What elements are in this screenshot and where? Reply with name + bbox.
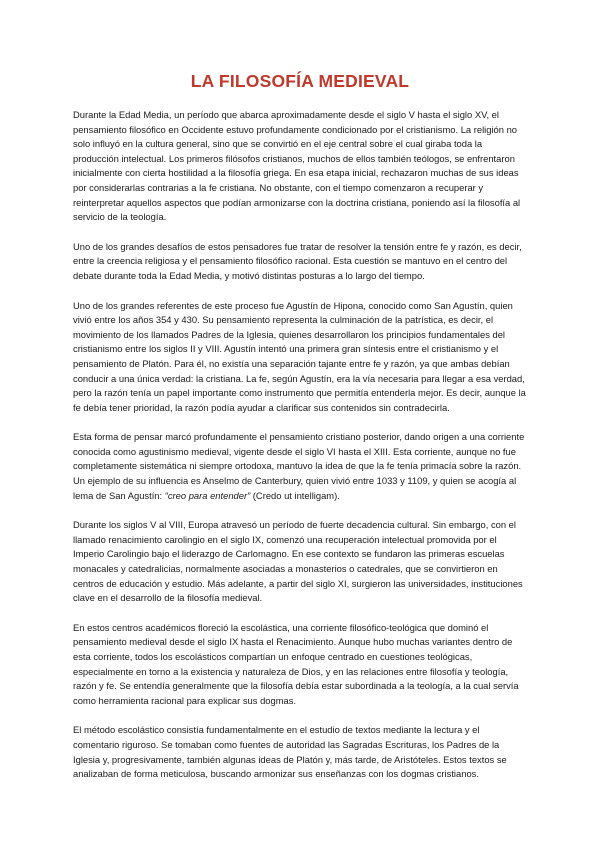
paragraph-7: El método escolástico consistía fundamentalmente en el estudio de textos mediante la lectura y el comentario riguroso. Se tomaban como fuentes de autoridad las Sagradas Escrituras, los Padres de la Iglesia y, progresivamente, también algunas ideas de Platón y, más tarde, de Aristóteles. Estos textos se analizaban de forma meticulosa, buscando armonizar sus enseñanzas con los dogmas cristianos.	[73, 724, 507, 780]
paragraph-4-quote: “creo para entender”	[164, 489, 251, 501]
paragraph-6: En estos centros académicos floreció la escolástica, una corriente filosófico-teológica que dominó el pensamiento medieval desde el siglo IX hasta el Renacimiento. Aunque hubo muchas variantes dentro de esta corriente, todos los escolásticos compartían un enfoque centrado en cuestiones teológicas, especialmente en torno a la existencia y naturaleza de Dios, y en las relaciones entre filosofía y teología, razón y fe. Se entendía generalmente que la filosofía debía estar subordinada a la teología, a la cual servía como herramienta racional para explicar sus dogmas.	[73, 621, 519, 706]
paragraph-4-tail: (Credo ut intelligam).	[250, 489, 340, 501]
paragraph-1: Durante la Edad Media, un período que abarca aproximadamente desde el siglo V hasta el siglo XV, el pensamiento filosófico en Occidente estuvo profundamente condicionado por el cristianismo. La religión no solo influyó en la cultura general, sino que se convirtió en el eje central sobre el cual giraba toda la producción intelectual. Los primeros filósofos cristianos, muchos de ellos también teólogos, se enfrentaron inicialmente con cierta hostilidad a la filosofía griega. En esa etapa inicial, rechazaron muchas de sus ideas por considerarlas contrarias a la fe cristiana. No obstante, con el tiempo comenzaron a recuperar y reinterpretar aquellos aspectos que podían armonizarse con la doctrina cristiana, poniendo así la filosofía al servicio de la teología.	[73, 109, 521, 223]
paragraph-3: Uno de los grandes referentes de este proceso fue Agustín de Hipona, conocido como San Agustín, quien vivió entre los años 354 y 430. Su pensamiento representa la culminación de la patrística, es decir, el movimiento de los llamados Padres de la Iglesia, quienes desarrollaron los principios fundamentales del cristianismo entre los siglos II y VIII. Agustín intentó una primera gran síntesis entre el cristianismo y el pensamiento de Platón. Para él, no existía una separación tajante entre fe y razón, ya que ambas debían conducir a una única verdad: la cristiana. La fe, según Agustín, era la vía necesaria para llegar a esa verdad, pero la razón tenía un papel importante como instrumento que permitía entenderla mejor. Es decir, aunque la fe debía tener prioridad, la razón podía ayudar a clarificar sus contenidos sin contradecirla.	[73, 299, 526, 413]
paragraph-4	[73, 430, 527, 503]
paragraph-5: Durante los siglos V al VIII, Europa atravesó un período de fuerte decadencia cultural. Sin embargo, con el llamado renacimiento carolingio en el siglo IX, comenzó una recuperación intelectual promovida por el Imperio Carolingio bajo el liderazgo de Carlomagno. En ese contexto se fundaron las primeras escuelas monacales y catedralicias, normalmente asociadas a monasterios o catedrales, que se convirtieron en centros de educación y estudio. Más adelante, a partir del siglo XI, surgieron las universidades, instituciones clave en el desarrollo de la filosofía medieval.	[73, 519, 523, 604]
paragraph-2: Uno de los grandes desafíos de estos pensadores fue tratar de resolver la tensión entre fe y razón, es decir, entre la creencia religiosa y el pensamiento filosófico racional. Esta cuestión se mantuvo en el centro del debate durante toda la Edad Media, y motivó distintas posturas a lo largo del tiempo.	[73, 240, 522, 281]
paragraph-4-text: Esta forma de pensar marcó profundamente el pensamiento cristiano posterior, dando origen a una corriente conocida como agustinismo medieval, vigente desde el siglo VI hasta el XIII. Esta corriente, aunque no fue completamente sistemática ni siempre ortodoxa, mantuvo la idea de que la fe tenía primacía sobre la razón. Un ejemplo de su influencia es Anselmo de Canterbury, quien vivió entre 1033 y 1109, y quien se acogía al lema de San Agustín:	[73, 431, 525, 501]
document-page	[73, 70, 527, 797]
document-title: LA FILOSOFÍA MEDIEVAL	[190, 71, 410, 91]
